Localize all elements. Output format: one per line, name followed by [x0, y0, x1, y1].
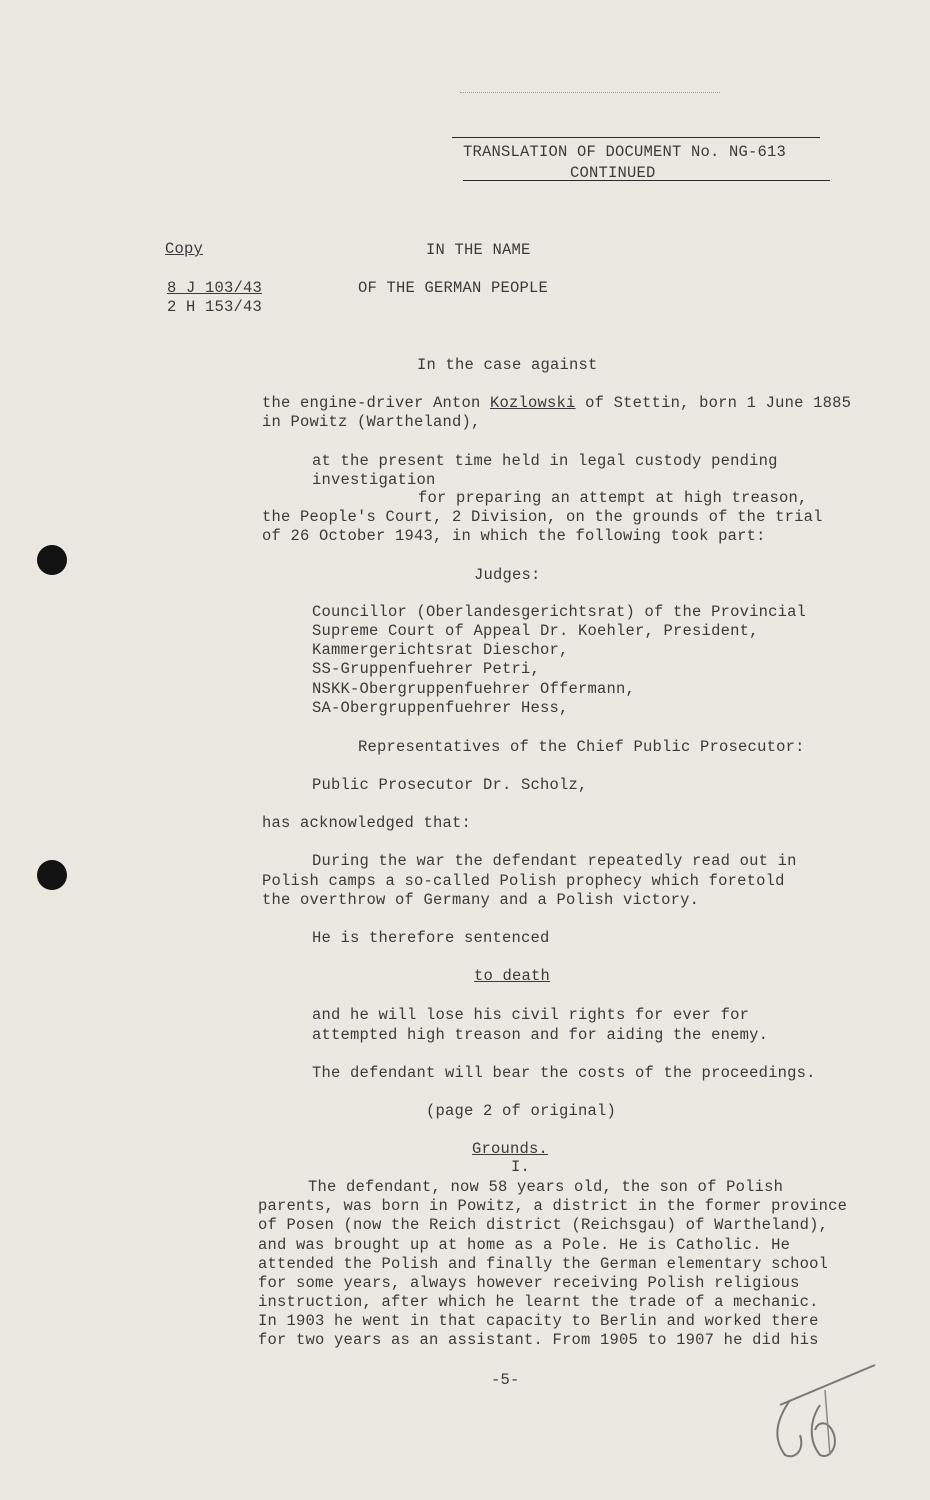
- rights-line2: attempted high treason and for aiding the enemy.: [312, 1026, 769, 1044]
- handwritten-page-mark: [760, 1360, 890, 1470]
- punch-hole-bottom: [37, 860, 67, 890]
- costs-line: The defendant will bear the costs of the proceedings.: [312, 1064, 816, 1082]
- header-rule-bottom: [463, 180, 830, 181]
- grounds-line: of Posen (now the Reich district (Reichsgau) of Wartheland),: [258, 1216, 829, 1234]
- judge-line: Councillor (Oberlandesgerichtsrat) of the Provincial: [312, 603, 807, 621]
- reference-number-2: 2 H 153/43: [167, 298, 263, 316]
- sentence-intro: He is therefore sentenced: [312, 929, 550, 947]
- finding-line3: the overthrow of Germany and a Polish victory.: [262, 891, 700, 909]
- custody-line1: at the present time held in legal custody pending: [312, 452, 778, 470]
- grounds-line: parents, was born in Powitz, a district in the former province: [258, 1197, 848, 1215]
- grounds-section: I.: [511, 1158, 531, 1176]
- finding-line1: During the war the defendant repeatedly read out in: [312, 852, 797, 870]
- punch-hole-top: [37, 545, 67, 575]
- header-title-line1: TRANSLATION OF DOCUMENT No. NG-613: [463, 143, 787, 161]
- grounds-line: for some years, always however receiving Polish religious: [258, 1274, 800, 1292]
- page-number: -5-: [491, 1371, 520, 1389]
- charge-line: for preparing an attempt at high treason,: [418, 489, 808, 507]
- judge-line: SA-Obergruppenfuehrer Hess,: [312, 699, 569, 717]
- copy-label: Copy: [165, 240, 204, 258]
- judge-line: Supreme Court of Appeal Dr. Koehler, President,: [312, 622, 759, 640]
- heading-line2: OF THE GERMAN PEOPLE: [358, 279, 549, 297]
- judge-line: NSKK-Obergruppenfuehrer Offermann,: [312, 680, 636, 698]
- case-intro: In the case against: [417, 356, 598, 374]
- judges-label: Judges:: [474, 566, 541, 584]
- court-line1: the People's Court, 2 Division, on the grounds of the trial: [262, 508, 823, 526]
- grounds-label: Grounds.: [472, 1140, 549, 1158]
- sentence: to death: [474, 967, 551, 985]
- reference-number-1: 8 J 103/43: [167, 279, 263, 297]
- page-note: (page 2 of original): [426, 1102, 617, 1120]
- grounds-line: for two years as an assistant. From 1905 to 1907 he did his: [258, 1331, 819, 1349]
- defendant-post: of Stettin, born 1 June 1885: [575, 394, 852, 412]
- header-title-line2: CONTINUED: [570, 164, 656, 182]
- defendant-name: Kozlowski: [490, 394, 576, 412]
- grounds-line: attended the Polish and finally the German elementary school: [258, 1255, 829, 1273]
- defendant-line: [262, 394, 851, 412]
- defendant-pre: the engine-driver Anton: [262, 394, 491, 412]
- heading-line1: IN THE NAME: [426, 241, 531, 259]
- custody-line2: investigation: [312, 471, 436, 489]
- rights-line1: and he will lose his civil rights for ever for: [312, 1006, 750, 1024]
- grounds-line: and was brought up at home as a Pole. He is Catholic. He: [258, 1236, 791, 1254]
- header-rule-top: [452, 137, 820, 138]
- faint-top-rule: [460, 92, 720, 93]
- acknowledged-line: has acknowledged that:: [262, 814, 472, 832]
- judge-line: SS-Gruppenfuehrer Petri,: [312, 660, 541, 678]
- grounds-line: The defendant, now 58 years old, the son of Polish: [308, 1178, 784, 1196]
- judge-line: Kammergerichtsrat Dieschor,: [312, 641, 569, 659]
- court-line2: of 26 October 1943, in which the following took part:: [262, 527, 766, 545]
- finding-line2: Polish camps a so-called Polish prophecy which foretold: [262, 872, 785, 890]
- prosecutor-name: Public Prosecutor Dr. Scholz,: [312, 776, 588, 794]
- grounds-line: In 1903 he went in that capacity to Berlin and worked there: [258, 1312, 819, 1330]
- defendant-line2: in Powitz (Wartheland),: [262, 413, 481, 431]
- prosecution-label: Representatives of the Chief Public Prosecutor:: [358, 738, 805, 756]
- grounds-line: instruction, after which he learnt the trade of a mechanic.: [258, 1293, 819, 1311]
